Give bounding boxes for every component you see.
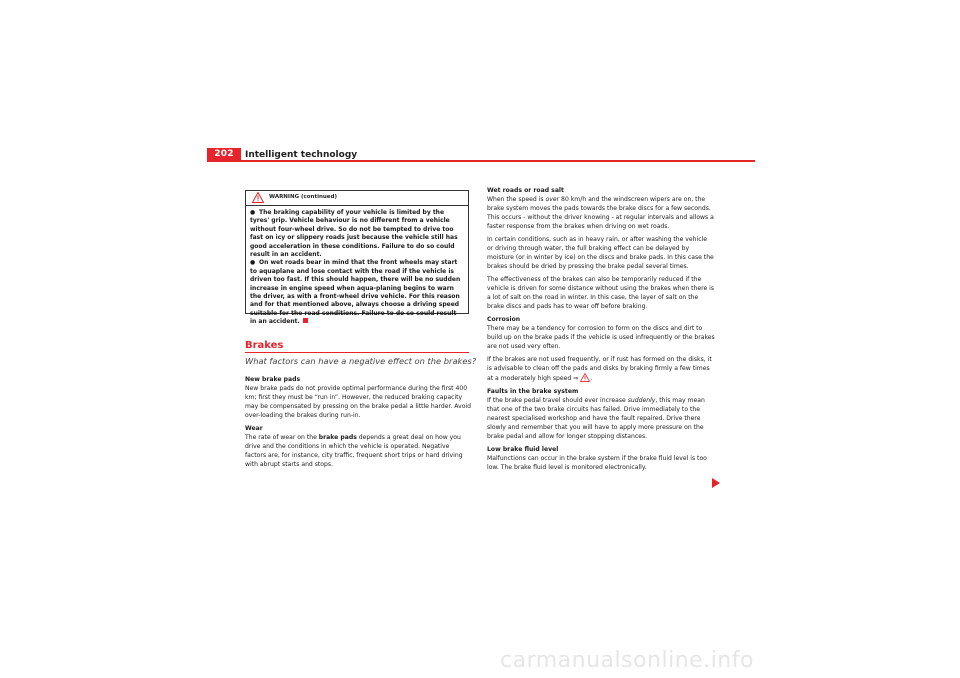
paragraph-new-brake-pads: New brake pads do not provide optimal performance during the first 400 km; first they must be “run in”. However, the reduced braking capacity may be compensated by pressing on the brake pedal a little harder. Avoid over-loading the brakes during run-in. — [245, 385, 471, 419]
subheading-faults: Faults in the brake system — [487, 388, 579, 395]
text-span: The rate of wear on the — [245, 434, 319, 441]
warning-title: WARNING (continued) — [269, 194, 337, 200]
subheading-new-brake-pads: New brake pads — [245, 376, 301, 383]
bullet-icon: ● — [250, 259, 256, 267]
paragraph-corrosion-1: There may be a tendency for corrosion to form on the discs and dirt to build up on the brake pads if the vehicle is used infrequently or the brakes are not used very often. — [487, 325, 715, 350]
subheading-corrosion: Corrosion — [487, 316, 521, 323]
warning-bullet-text: The braking capability of your vehicle is limited by the tyres' grip. Vehicle behaviour is no different from a vehicle without four-wheel drive. So do not be tempted to drive too fast on icy or slippery roads just because the vehicle still has good acceleration in these conditions. Failure to do so could result in an accident. — [250, 209, 458, 259]
paragraph-brake-fluid: Malfunctions can occur in the brake system if the brake fluid level is too low. The brake fluid level is monitored electronically. — [487, 455, 707, 471]
text-span: . — [590, 375, 593, 382]
warning-bullet-text: On wet roads bear in mind that the front wheels may start to aquaplane and lose contact with the road if the vehicle is driven too fast. If this should happen, there will be no sudden increase in engine speed when aqua-planing begins to warn the driver, as with a front-wheel drive vehicle. For this reason and for that mentioned above, always choose a driving speed suitable for the road conditions. Failure to do so could result in an accident. — [250, 259, 461, 326]
paragraph-wet-roads-1 — [487, 195, 715, 231]
warning-triangle-icon[interactable] — [580, 373, 593, 382]
subheading-wet-roads: Wet roads or road salt — [487, 187, 564, 194]
page-number: 202 — [207, 148, 241, 161]
paragraph-faults — [487, 396, 715, 441]
warning-bullet — [250, 209, 464, 259]
next-page-arrow-icon[interactable] — [712, 478, 720, 488]
watermark: carmanualsonline.info — [500, 648, 754, 673]
warning-bullet — [250, 259, 464, 326]
text-span: When the speed is — [487, 196, 546, 203]
warning-header — [246, 191, 468, 206]
subheading-wear: Wear — [245, 425, 263, 432]
section-title: Brakes — [245, 340, 284, 351]
italic-term: over — [545, 196, 560, 203]
section-divider — [245, 352, 469, 353]
text-span: , this may mean that one of the two brake circuits has failed. Drive immediately to the nearest specialised workshop and have the fault repaired. Drive there slowly and remember that you will have to apply more pressure on the brake pedal and allow for longer stopping distances. — [487, 397, 705, 440]
text-span: depends a great deal on how you drive and the conditions in which the vehicle is operated. Negative factors are, for instance, city traffic, frequent short trips or hard driving with abrupt starts and stops. — [245, 434, 463, 468]
right-column — [487, 186, 715, 476]
paragraph-wet-roads-3: The effectiveness of the brakes can also be temporarily reduced if the vehicle is driven for some distance without using the brakes when there is a lot of salt on the road in winter. In this case, the layer of salt on the brake discs and pads has to wear off before braking. — [487, 276, 715, 310]
section-question: What factors can have a negative effect on the brakes? — [245, 356, 477, 366]
paragraph-wear — [245, 433, 471, 469]
text-span: If the brakes are not used frequently, or if rust has formed on the disks, it is advisable to clean off the pads and disks by braking firmly a few times at a moderately high speed ⇒ — [487, 356, 712, 382]
left-column — [245, 375, 471, 473]
warning-triangle-icon — [252, 192, 264, 203]
paragraph-wet-roads-2: In certain conditions, such as in heavy rain, or after washing the vehicle or driving through water, the full braking effect can be delayed by moisture (or in winter by ice) on the discs and brake pads. In this case the brakes should be dried by pressing the brake pedal several times. — [487, 236, 714, 270]
italic-term: suddenly — [627, 397, 656, 404]
text-span: 80 km/h and the windscreen wipers are on, the brake system moves the pads towards the brake discs for a few seconds. This occurs - without the driver knowing - at regular intervals and allows a faster response from the brakes when driving on wet roads. — [487, 196, 714, 230]
bold-term: brake pads — [318, 434, 357, 441]
warning-box — [245, 190, 469, 326]
header-divider — [207, 160, 755, 162]
bullet-icon: ● — [250, 209, 256, 216]
subheading-brake-fluid: Low brake fluid level — [487, 446, 559, 453]
end-of-section-icon — [303, 318, 308, 323]
warning-body — [246, 206, 468, 327]
text-span: If the brake pedal travel should ever increase — [487, 397, 628, 404]
paragraph-corrosion-2 — [487, 355, 715, 383]
chapter-title: Intelligent technology — [245, 150, 358, 160]
